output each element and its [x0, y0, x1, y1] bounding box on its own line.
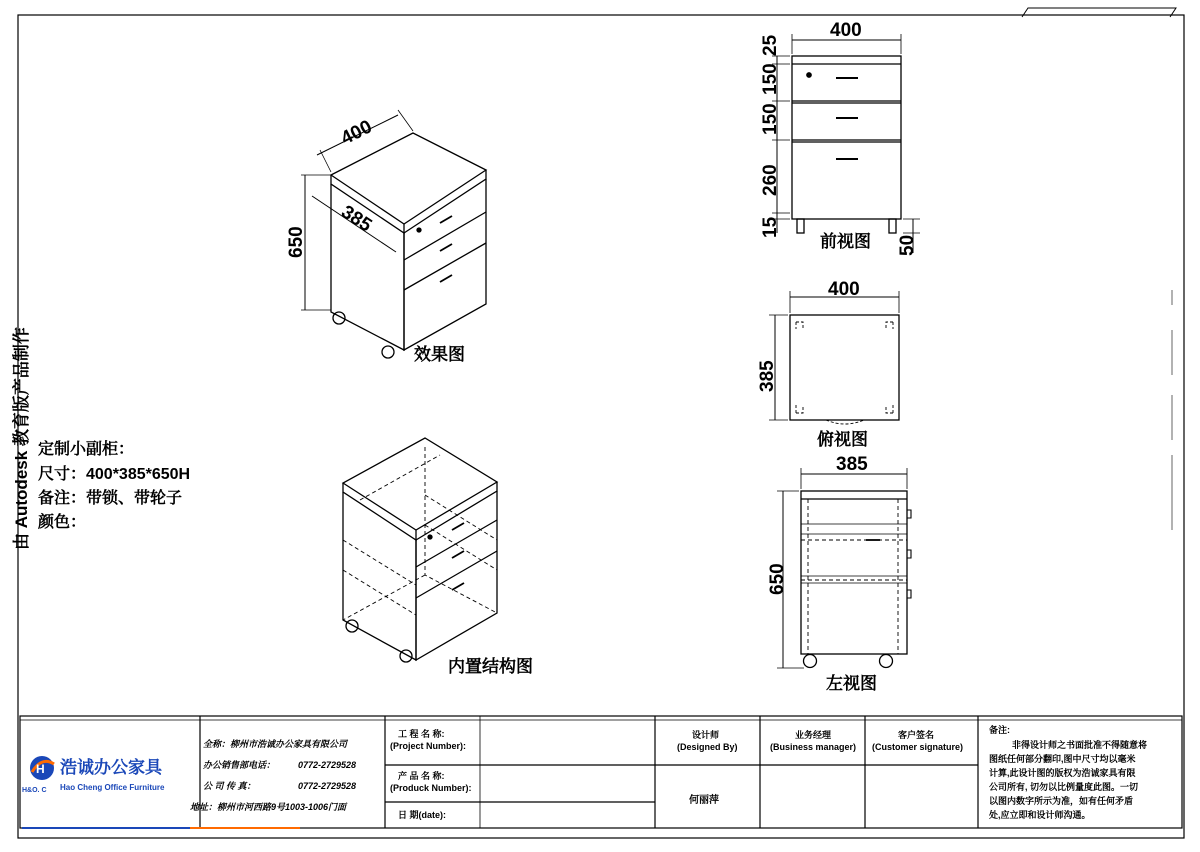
project-label-cn: 工 程 名 称: — [398, 729, 445, 739]
effect-dim-depth: 385 — [337, 201, 376, 237]
front-view-label: 前视图 — [820, 232, 871, 251]
top-dim-width: 400 — [828, 279, 860, 300]
front-dim-width: 400 — [830, 20, 862, 41]
left-view — [777, 468, 907, 668]
remarks-line-4: 以图内数字所示为准，如有任何矛盾 — [989, 796, 1134, 806]
front-view — [772, 34, 920, 253]
front-dim-top: 25 — [760, 34, 781, 56]
remarks-line-2: 计算,此设计图的版权为浩诚家具有限 — [989, 768, 1136, 778]
customer-label-en: (Customer signature) — [872, 742, 964, 752]
svg-text:H: H — [36, 762, 45, 776]
product-color: 颜色： — [38, 514, 87, 531]
fax-label: 公 司 传 真： — [203, 781, 256, 791]
product-remark: 备注：带锁、带轮子 — [38, 490, 183, 507]
top-view-hidden — [796, 322, 893, 424]
designer-name: 何丽萍 — [689, 795, 719, 806]
top-view — [769, 291, 899, 420]
project-label-en: (Project Number): — [390, 741, 467, 751]
left-dim-height: 650 — [767, 563, 788, 595]
effect-dim-width: 400 — [337, 116, 376, 150]
product-size: 尺寸：400*385*650H — [38, 466, 191, 483]
front-dim-drawer2: 150 — [760, 103, 781, 135]
designer-label-cn: 设计师 — [692, 730, 720, 740]
effect-view — [301, 110, 486, 358]
front-dim-drawer3: 260 — [760, 164, 781, 196]
effect-dim-height: 650 — [286, 226, 307, 258]
remarks-line-1: 图纸任何部分翻印,图中尺寸均以毫米 — [989, 754, 1136, 764]
company-full: 全称：柳州市浩诚办公家具有限公司 — [203, 739, 348, 749]
internal-view — [343, 438, 497, 662]
manager-label-en: (Business manager) — [770, 742, 857, 752]
front-dim-bottom: 15 — [760, 216, 781, 238]
left-view-label: 左视图 — [826, 674, 877, 693]
left-view-hidden — [801, 499, 907, 654]
fax: 0772-2729528 — [298, 781, 357, 791]
company-logo — [30, 756, 54, 780]
product-label-cn: 产 品 名 称: — [398, 771, 445, 781]
logo-cn: 浩诚办公家具 — [60, 758, 162, 777]
manager-label-cn: 业务经理 — [795, 730, 832, 740]
front-dim-drawer1: 150 — [760, 63, 781, 95]
logo-mark: H&O. C — [22, 787, 47, 794]
product-info — [37, 439, 190, 531]
customer-label-cn: 客户签名 — [898, 730, 935, 740]
designer-label-en: (Designed By) — [677, 742, 738, 752]
sales-phone: 0772-2729528 — [298, 760, 357, 770]
date-label: 日 期(date): — [398, 810, 446, 820]
sales-phone-label: 办公销售部电话： — [203, 760, 276, 770]
sheet-corner-tab — [1022, 8, 1176, 17]
remarks-line-0: 非得设计师之书面批准不得随意将 — [1012, 740, 1148, 750]
remarks-line-3: 公司所有, 切勿以比例量度此图。一切 — [989, 782, 1139, 792]
top-dim-depth: 385 — [757, 360, 778, 392]
product-name: 定制小副柜： — [38, 441, 135, 458]
address: 地址：柳州市河西路9号1003-1006门面 — [190, 802, 347, 812]
left-dim-width: 385 — [836, 454, 868, 475]
effect-view-label: 效果图 — [414, 345, 465, 364]
internal-view-label: 内置结构图 — [448, 657, 533, 676]
logo-en: Hao Cheng Office Furniture — [60, 783, 165, 792]
product-label-en: (Produck Number): — [390, 783, 472, 793]
side-note: 由 Autodesk 教育版产品制作 — [12, 327, 31, 550]
remarks-title: 备注: — [989, 725, 1010, 735]
front-dim-leg: 50 — [897, 234, 918, 256]
remarks-line-5: 处,应立即和设计师沟通。 — [989, 810, 1091, 820]
top-view-label: 俯视图 — [817, 430, 868, 449]
sheet-border — [18, 15, 1184, 838]
